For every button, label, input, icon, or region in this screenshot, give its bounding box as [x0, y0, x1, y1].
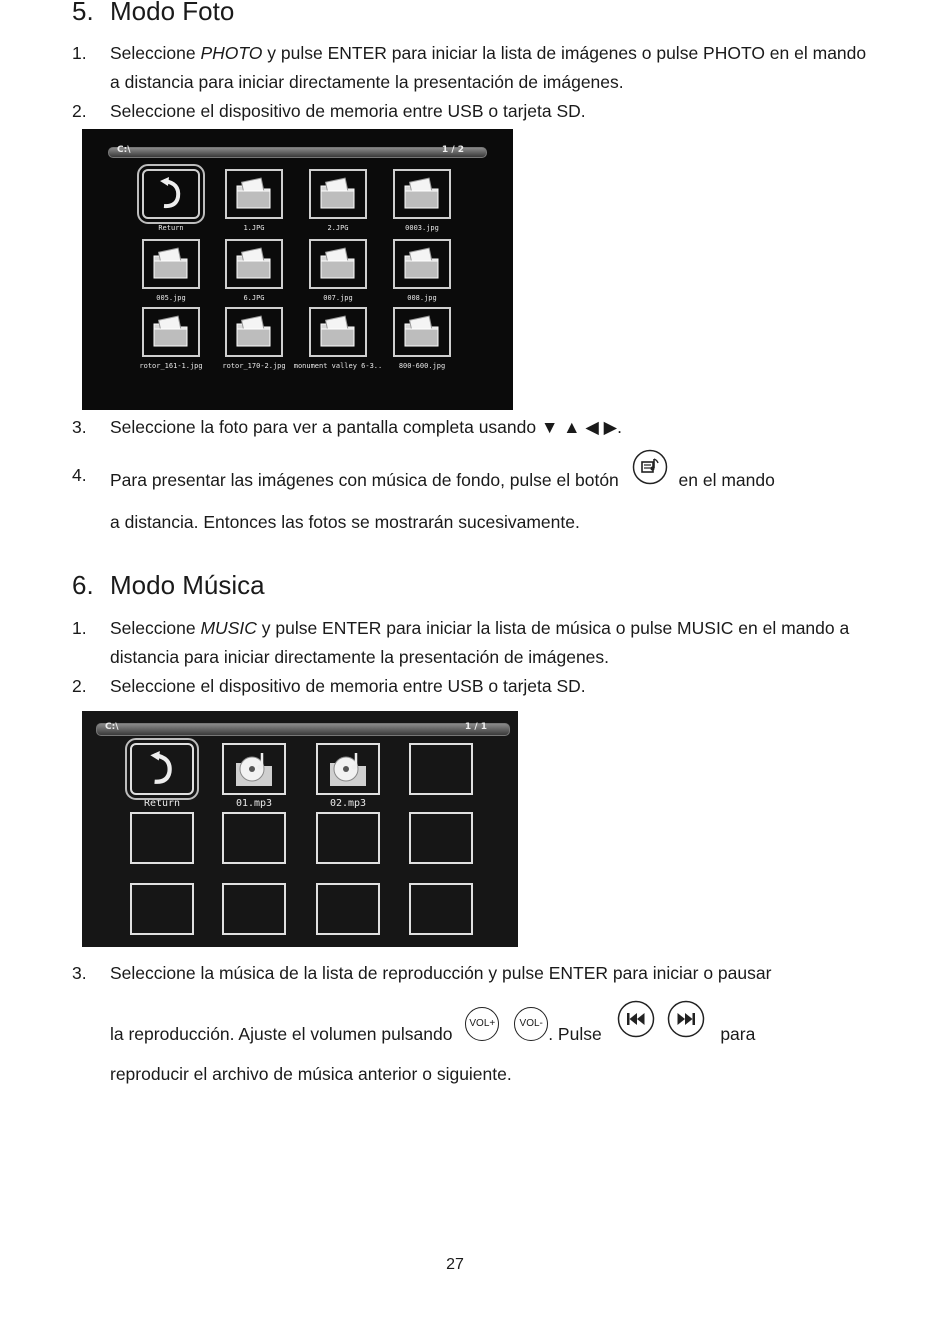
step-5-1 — [72, 39, 872, 97]
text-mid: . Pulse — [548, 1024, 602, 1045]
photo-tile — [309, 239, 367, 289]
section-6-title: Modo Música — [110, 570, 265, 600]
vol-up-button-icon — [465, 1007, 499, 1041]
text-post: y pulse ENTER para iniciar la lista de imágenes o pulse PHOTO en el mando a distancia para iniciar directamente la presentación de imágenes. — [110, 43, 867, 92]
photo-tile — [225, 239, 283, 289]
photo-tile — [142, 239, 200, 289]
return-tile — [130, 743, 194, 795]
text-post: en el mando — [678, 470, 775, 491]
step-text — [110, 614, 872, 672]
step-6-2 — [72, 672, 872, 701]
photo-tile — [225, 169, 283, 219]
next-track-icon — [667, 1000, 705, 1047]
music-tile — [222, 743, 286, 795]
slideshow-music-icon — [632, 449, 668, 496]
step-number: 3. — [72, 963, 87, 983]
path-bar — [96, 723, 510, 736]
tile-caption: Return — [143, 798, 181, 809]
step-5-3 — [72, 413, 872, 442]
photo-tile — [309, 307, 367, 357]
text-pre: la reproducción. Ajuste el volumen pulsando — [110, 1024, 453, 1045]
step-5-2 — [72, 97, 872, 126]
section-5-heading — [72, 0, 234, 27]
empty-tile — [409, 883, 473, 935]
step-text — [110, 958, 872, 1089]
empty-tile — [316, 812, 380, 864]
text-line1: Seleccione la música de la lista de reproducción y pulse ENTER para iniciar o pausar — [110, 963, 772, 983]
photo-tile — [393, 239, 451, 289]
step-number: 2. — [72, 101, 87, 121]
music-tile — [316, 743, 380, 795]
empty-tile — [409, 743, 473, 795]
text-pre: Seleccione — [110, 618, 201, 638]
step-number: 4. — [72, 465, 87, 485]
path-label: C:\ — [105, 722, 119, 732]
tile-caption: 800-600.jpg — [398, 362, 446, 370]
tile-caption: 2.JPG — [327, 224, 349, 232]
music-browser-screenshot — [82, 711, 518, 947]
tile-caption: monument valley 6-3.. — [293, 362, 383, 370]
tile-caption: rotor_161-1.jpg — [139, 362, 203, 370]
photo-tile — [309, 169, 367, 219]
text-pre: Para presentar las imágenes con música de fondo, pulse el botón — [110, 470, 619, 491]
step-number: 1. — [72, 618, 87, 638]
empty-tile — [409, 812, 473, 864]
text-post: para — [720, 1024, 756, 1045]
empty-tile — [130, 883, 194, 935]
tile-caption: 007.jpg — [323, 294, 353, 302]
empty-tile — [130, 812, 194, 864]
step-text: Seleccione el dispositivo de memoria entre USB o tarjeta SD. — [110, 676, 586, 696]
vol-down-button-icon — [514, 1007, 548, 1041]
step-number: 2. — [72, 676, 87, 696]
vol-down-label: VOL- — [519, 1017, 543, 1029]
photo-browser-screenshot — [82, 129, 513, 410]
text-post: y pulse ENTER para iniciar la lista de música o pulse MUSIC en el mando a distancia para iniciar directamente la presentación de imágenes. — [110, 618, 850, 667]
path-label: C:\ — [117, 145, 131, 155]
previous-track-icon — [617, 1000, 655, 1047]
text-pre: Seleccione — [110, 43, 201, 63]
section-5-title: Modo Foto — [110, 0, 235, 26]
tile-caption: 1.JPG — [243, 224, 265, 232]
empty-tile — [222, 812, 286, 864]
page-indicator: 1 / 2 — [441, 145, 464, 155]
photo-tile — [142, 307, 200, 357]
step-text: Seleccione el dispositivo de memoria entre USB o tarjeta SD. — [110, 101, 586, 121]
tile-caption: 0003.jpg — [405, 224, 439, 232]
photo-tile — [393, 169, 451, 219]
tile-caption: 008.jpg — [407, 294, 437, 302]
step-number: 3. — [72, 417, 87, 437]
photo-tile — [225, 307, 283, 357]
tile-caption: 02.mp3 — [329, 798, 367, 809]
step-text — [110, 458, 872, 539]
page-indicator: 1 / 1 — [464, 722, 487, 732]
step-5-4 — [72, 458, 872, 539]
photo-keyword: PHOTO — [200, 43, 263, 63]
tile-caption: 6.JPG — [243, 294, 265, 302]
page-number: 27 — [446, 1256, 464, 1273]
section-5-number: 5. — [72, 0, 94, 26]
return-tile — [142, 169, 200, 219]
tile-caption: rotor_170-2.jpg — [222, 362, 286, 370]
section-6-heading — [72, 570, 265, 601]
vol-up-label: VOL+ — [469, 1017, 496, 1029]
empty-tile — [222, 883, 286, 935]
music-keyword: MUSIC — [200, 618, 257, 638]
step-6-3 — [72, 958, 872, 1089]
photo-tile — [393, 307, 451, 357]
section-6-number: 6. — [72, 570, 94, 600]
tile-caption: Return — [158, 224, 184, 232]
step-number: 1. — [72, 43, 87, 63]
path-bar — [108, 147, 487, 158]
empty-tile — [316, 883, 380, 935]
tile-caption: 005.jpg — [156, 294, 186, 302]
text-line2: a distancia. Entonces las fotos se mostrarán sucesivamente. — [110, 512, 580, 532]
step-text — [110, 39, 872, 97]
tile-caption: 01.mp3 — [235, 798, 273, 809]
text-line3: reproducir el archivo de música anterior o siguiente. — [110, 1064, 512, 1084]
step-6-1 — [72, 614, 872, 672]
step-text: Seleccione la foto para ver a pantalla completa usando ▼ ▲ ◀ ▶. — [110, 417, 622, 437]
